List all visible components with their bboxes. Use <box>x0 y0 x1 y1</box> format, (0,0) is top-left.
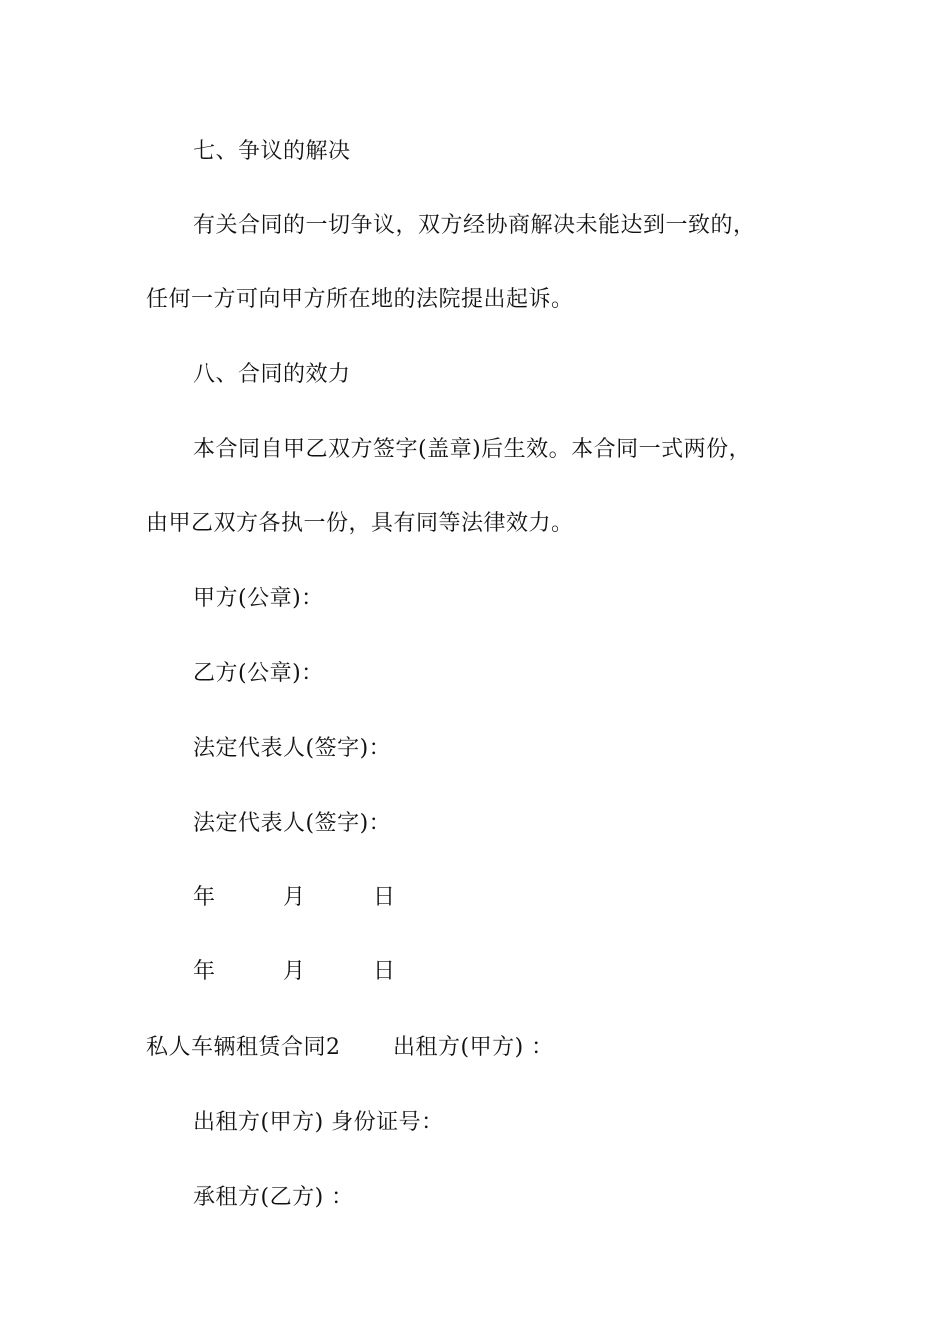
party-b-seal-label: 乙方(公章)： <box>193 661 324 686</box>
date-line-b: 年 月 日 <box>193 959 396 984</box>
section-8-heading: 八、合同的效力 <box>193 362 351 387</box>
lessor-id-number-label: 出租方(甲方) 身份证号： <box>193 1110 444 1135</box>
section-7-heading: 七、争议的解决 <box>193 139 351 164</box>
party-a-seal-label: 甲方(公章)： <box>193 586 324 611</box>
legal-representative-b-label: 法定代表人(签字)： <box>193 811 392 836</box>
section-7-paragraph-line-2: 任何一方可向甲方所在地的法院提出起诉。 <box>146 287 574 312</box>
contract-2-title-line: 私人车辆租赁合同2 出租方(甲方) ： <box>146 1035 554 1060</box>
lessee-label: 承租方(乙方) ： <box>193 1185 354 1210</box>
legal-representative-a-label: 法定代表人(签字)： <box>193 736 392 761</box>
section-8-paragraph-line-1: 本合同自甲乙双方签字(盖章)后生效。本合同一式两份， <box>193 437 752 462</box>
section-7-paragraph-line-1: 有关合同的一切争议，双方经协商解决未能达到一致的， <box>193 213 756 238</box>
date-line-a: 年 月 日 <box>193 885 396 910</box>
section-8-paragraph-line-2: 由甲乙双方各执一份，具有同等法律效力。 <box>146 511 574 536</box>
